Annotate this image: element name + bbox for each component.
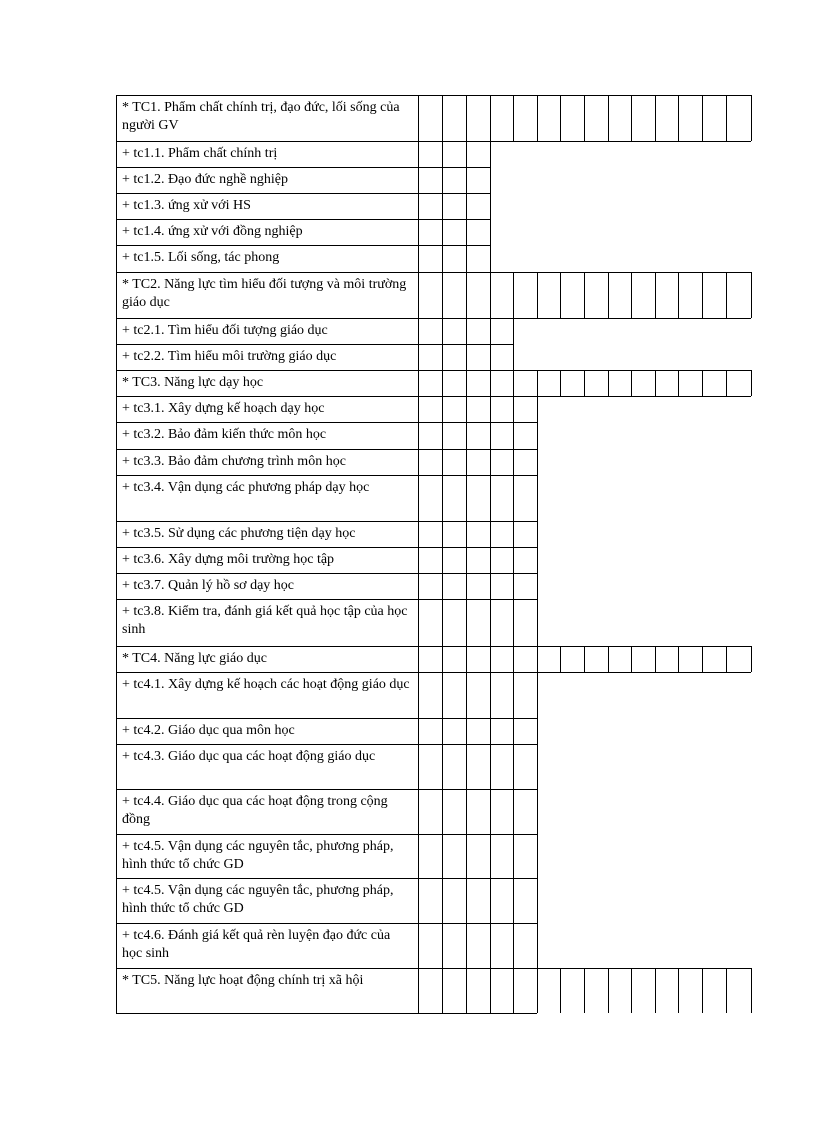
criterion-label: + tc2.1. Tìm hiểu đối tượng giáo dục <box>122 323 328 338</box>
criterion-label: + tc1.5. Lối sống, tác phong <box>122 250 280 265</box>
criterion-label: + tc1.2. Đạo đức nghề nghiệp <box>122 172 288 187</box>
criterion-label: + tc1.4. ứng xử với đồng nghiệp <box>122 224 303 239</box>
criterion-label: + tc3.5. Sử dụng các phương tiện dạy học <box>122 526 356 541</box>
criterion-label: + tc4.4. Giáo dục qua các hoạt động trong cộng đồng <box>122 794 388 827</box>
criterion-label: * TC1. Phẩm chất chính trị, đạo đức, lối sống của người GV <box>122 100 400 133</box>
criterion-label: + tc1.1. Phẩm chất chính trị <box>122 146 278 161</box>
criterion-label: + tc3.4. Vận dụng các phương pháp dạy học <box>122 480 370 495</box>
criterion-label: + tc3.1. Xây dựng kế hoạch dạy học <box>122 401 325 416</box>
criterion-label: + tc3.7. Quản lý hồ sơ dạy học <box>122 578 294 593</box>
criterion-label: * TC3. Năng lực dạy học <box>122 375 264 390</box>
criterion-label: * TC4. Năng lực giáo dục <box>122 651 267 666</box>
criterion-label: + tc1.3. ứng xử với HS <box>122 198 251 213</box>
criterion-label: + tc4.6. Đánh giá kết quả rèn luyện đạo đức của học sinh <box>122 928 391 961</box>
criterion-label: + tc3.6. Xây dựng môi trường học tập <box>122 552 335 567</box>
criterion-label: * TC2. Năng lực tìm hiểu đối tượng và môi trường giáo dục <box>122 277 407 310</box>
criterion-label: + tc4.2. Giáo dục qua môn học <box>122 723 295 738</box>
criterion-label: + tc2.2. Tìm hiểu môi trường giáo dục <box>122 349 337 364</box>
criterion-label: + tc4.3. Giáo dục qua các hoạt động giáo dục <box>122 749 376 764</box>
criterion-label: + tc4.1. Xây dựng kế hoạch các hoạt động giáo dục <box>122 677 410 692</box>
criterion-label: + tc3.8. Kiểm tra, đánh giá kết quả học tập của học sinh <box>122 604 408 637</box>
criterion-label: + tc4.5. Vận dụng các nguyên tắc, phương pháp, hình thức tổ chức GD <box>122 839 394 872</box>
criterion-label: + tc3.3. Bảo đảm chương trình môn học <box>122 454 346 469</box>
criterion-label: + tc3.2. Bảo đảm kiến thức môn học <box>122 427 327 442</box>
criterion-label: + tc4.5. Vận dụng các nguyên tắc, phương pháp, hình thức tổ chức GD <box>122 883 394 916</box>
criterion-label: * TC5. Năng lực hoạt động chính trị xã hội <box>122 973 364 988</box>
